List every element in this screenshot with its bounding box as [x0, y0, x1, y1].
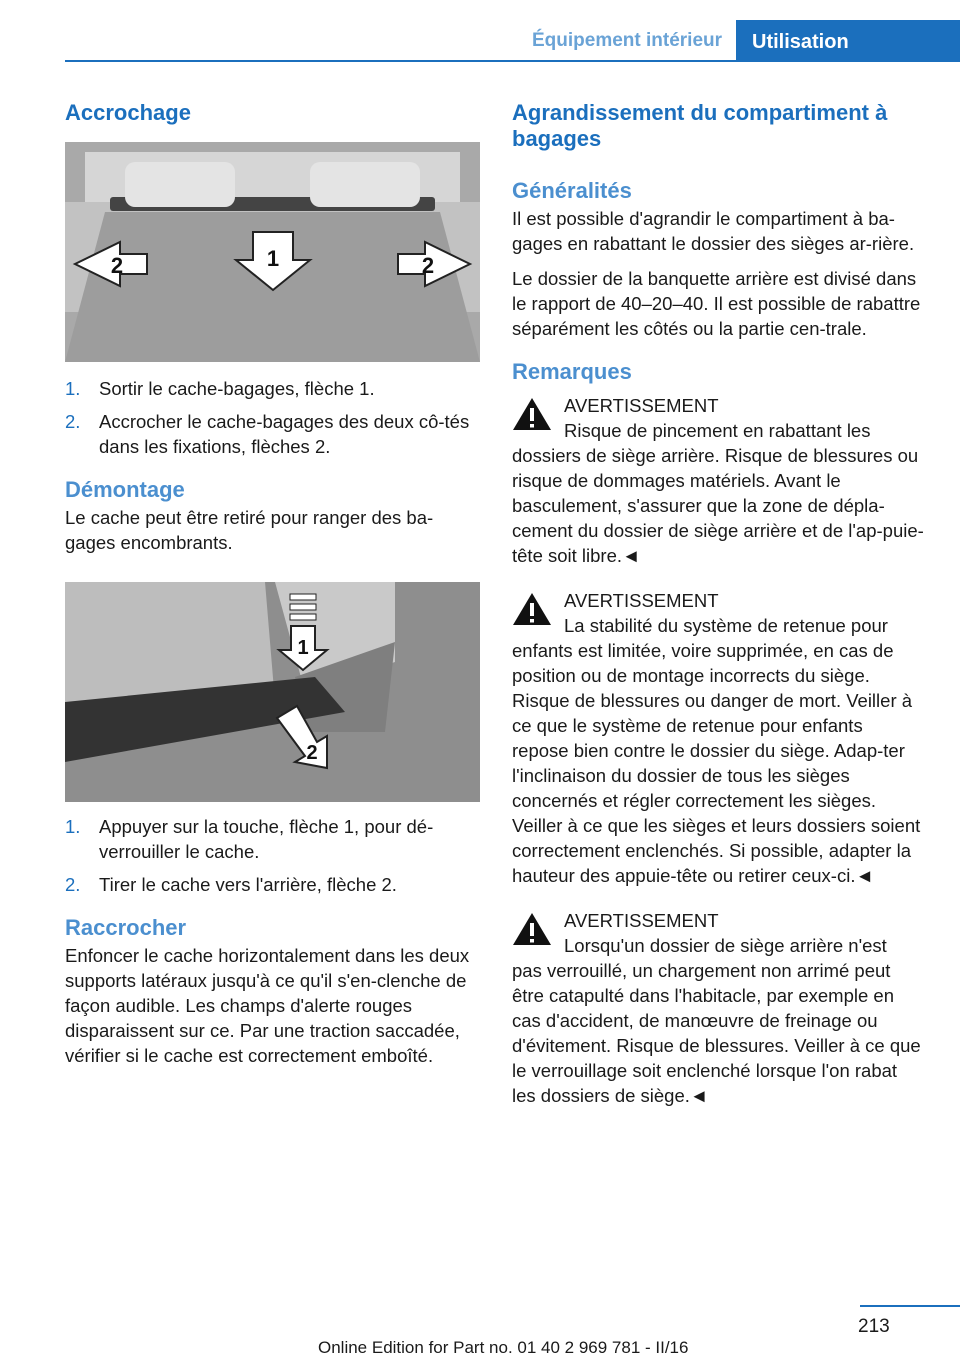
warning-text-first-line: La stabilité du système de retenue pour: [564, 615, 888, 636]
right-column: [512, 100, 924, 1128]
header-chapter-tab: Utilisation: [736, 20, 960, 62]
subsection-title-generalites: Généralités: [512, 178, 632, 203]
warning-text: enfants est limitée, voire supprimée, en cas de position ou de montage incorrects du siège. Risque de blessures ou danger de mort. Veiller à ce que le système de retenue pour enfants repose bien contre le dossier du siège. Adap-ter l'inclinaison du dossier de tous les sièges concernés et régler correctement les sièges. Veiller à ce que les sièges et leurs dossiers soient correctement enclenchés. Si possible, adapter la hauteur des appuie-tête ou retirer ceux-ci.◄: [512, 640, 921, 886]
paragraph-raccrocher: Enfoncer le cache horizontalement dans les deux supports latéraux jusqu'à ce qu'il s'en-clenche de façon audible. Les champs d'alerte rouges disparaissent sur ce. Par une traction saccadée, vérifier si le cache est correctement emboîté.: [65, 945, 470, 1066]
subsection-title-demontage: Démontage: [65, 477, 185, 502]
left-column: [65, 100, 480, 1068]
photo-cargo-cover-removal: [65, 582, 480, 802]
steps-demontage: [65, 814, 480, 897]
paragraph-demontage: Le cache peut être retiré pour ranger des ba-gages encombrants.: [65, 507, 434, 553]
warning-label: AVERTISSEMENT: [564, 910, 719, 931]
photo1-arrow-left-label: 2: [110, 253, 124, 278]
warning-triangle-icon: [512, 592, 552, 626]
photo2-arrow-two-label: 2: [306, 742, 318, 764]
section-title-accrochage: Accrochage: [65, 100, 191, 125]
list-item: 2. Accrocher le cache-bagages des deux cô-tés dans les fixations, flèches 2.: [65, 411, 470, 457]
warning-text: dossiers de siège arrière. Risque de blessures ou risque de dommages matériels. Avant le basculement, s'assurer que la zone de dépla-cement du dossier de siège arrière et de l'ap-puie-tête soit libre.◄: [512, 445, 924, 566]
subsection-title-remarques: Remarques: [512, 359, 632, 384]
edition-note: Online Edition for Part no. 01 40 2 969 781 - II/16: [318, 1338, 689, 1357]
photo1-arrow-right-label: 2: [421, 253, 435, 278]
subsection-title-raccrocher: Raccrocher: [65, 915, 187, 940]
footer-rule: [860, 1305, 960, 1307]
warning-block: [512, 588, 924, 888]
warning-triangle-icon: [512, 912, 552, 946]
warning-text-first-line: Lorsqu'un dossier de siège arrière n'est: [564, 935, 887, 956]
paragraph-generalites-2: Le dossier de la banquette arrière est divisé dans le rapport de 40–20–40. Il est possible de rabattre séparément les côtés ou la partie cen-trale.: [512, 268, 921, 339]
warning-label: AVERTISSEMENT: [564, 395, 719, 416]
page-number: 213: [858, 1316, 890, 1337]
paragraph-generalites-1: Il est possible d'agrandir le compartiment à ba-gages en rabattant le dossier des sièges ar-rière.: [512, 208, 915, 254]
warning-block: [512, 908, 924, 1108]
section-title-agrandissement: Agrandissement du compartiment à bagages: [512, 100, 888, 151]
steps-accrochage: [65, 376, 480, 459]
header-section-title: Équipement intérieur: [531, 30, 723, 51]
list-item: 1. Sortir le cache-bagages, flèche 1.: [65, 378, 375, 399]
warning-text-first-line: Risque de pincement en rabattant les: [564, 420, 871, 441]
photo1-arrow-center-label: 1: [266, 246, 280, 271]
photo2-arrow-one-label: 1: [297, 637, 309, 659]
photo-cargo-cover-hooking: [65, 142, 480, 362]
header-rule: [65, 60, 960, 62]
warning-block: [512, 393, 924, 568]
list-item: 2. Tirer le cache vers l'arrière, flèche 2.: [65, 874, 397, 895]
warning-label: AVERTISSEMENT: [564, 590, 719, 611]
warning-triangle-icon: [512, 397, 552, 431]
list-item: 1. Appuyer sur la touche, flèche 1, pour dé-verrouiller le cache.: [65, 816, 434, 862]
warning-text: pas verrouillé, un chargement non arrimé peut être catapulté dans l'habitacle, par exemple en cas d'accident, de manœuvre de freinage ou d'évitement. Risque de blessures. Veiller à ce que le verrouillage soit enclenché lorsque l'on rabat les dossiers de siège.◄: [512, 960, 921, 1106]
